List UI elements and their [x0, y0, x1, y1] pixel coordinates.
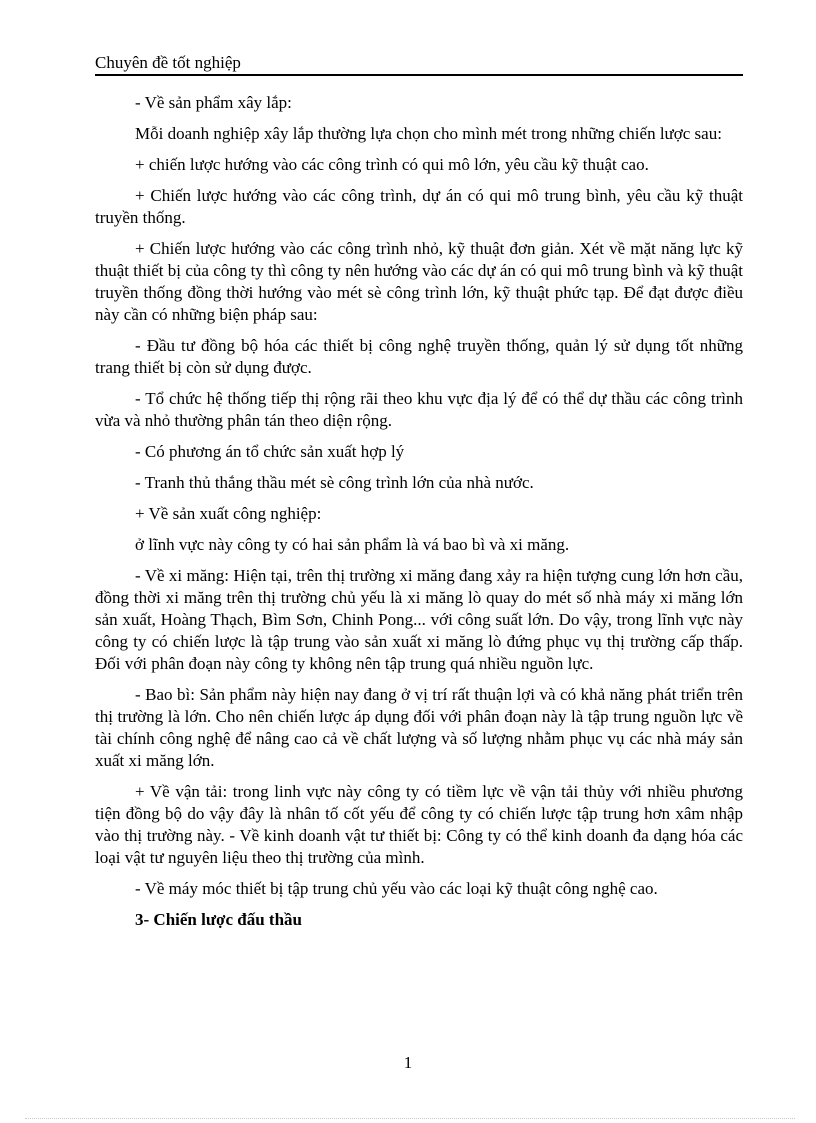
paragraph-7: - Tổ chức hệ thống tiếp thị rộng rãi theo khu vực địa lý để có thể dự thầu các công trình vừa và nhỏ thường phân tán theo diện rộng. — [95, 389, 743, 430]
paragraph-14: + Về vận tải: trong linh vực này công ty có tiềm lực về vận tải thủy với nhiều phương tiện đồng bộ do vậy đây là nhân tố cốt yếu để công ty có chiến lược tập trung hơn xâm nhập vào thị trường này. - Về kinh doanh vật tư thiết bị: Công ty có thể kinh doanh đa dạng hóa các loại vật tư nguyên liệu theo thị trường của mình. — [95, 782, 743, 867]
paragraph-15: - Về máy móc thiết bị tập trung chủ yếu vào các loại kỹ thuật công nghệ cao. — [135, 879, 658, 898]
paragraph-12: - Về xi măng: Hiện tại, trên thị trường xi măng đang xảy ra hiện tượng cung lớn hơn cầu, đồng thời xi măng trên thị trường chủ yếu là xi măng lò quay do mét số nhà máy xi măng lớn sản xuất, Hoàng Thạch, Bìm Sơn, Chinh Pong... với công suất lớn. Do vậy, trong lĩnh vực này công ty có chiến lược là tập trung vào sản xuất xi măng lò đứng phục vụ thị trường cấp thấp. Đối với phân đoạn này công ty không nên tập trung quá nhiều nguồn lực. — [95, 566, 743, 673]
paragraph-13: - Bao bì: Sản phẩm này hiện nay đang ở vị trí rất thuận lợi và có khả năng phát triển trên thị trường là lớn. Cho nên chiến lược áp dụng đối với phân đoạn này là tập trung nguồn lực về tài chính công nghệ để nâng cao cả về chất lượng và số lượng nhằm phục vụ các nhà máy sản xuất xi măng lớn. — [95, 685, 743, 770]
page-number: 1 — [403, 1053, 413, 1072]
paragraph-10: + Về sản xuất công nghiệp: — [135, 504, 322, 523]
header-rule — [95, 74, 743, 76]
section-heading: 3- Chiến lược đấu thầu — [135, 910, 302, 929]
paragraph-9: - Tranh thủ thắng thầu mét sè công trình lớn của nhà nước. — [135, 473, 534, 492]
paragraph-3: + chiến lược hướng vào các công trình có qui mô lớn, yêu cầu kỹ thuật cao. — [135, 155, 649, 174]
footer-dotted-rule — [25, 1118, 795, 1119]
paragraph-2: Mỗi doanh nghiệp xây lắp thường lựa chọn cho mình mét trong những chiến lược sau: — [135, 124, 722, 143]
paragraph-6: - Đầu tư đồng bộ hóa các thiết bị công nghệ truyền thống, quản lý sử dụng tốt những trang thiết bị còn sử dụng được. — [95, 336, 743, 377]
running-header: Chuyên đề tốt nghiệp — [95, 53, 241, 72]
paragraph-4: + Chiến lược hướng vào các công trình, dự án có qui mô trung bình, yêu cầu kỹ thuật truyền thống. — [95, 186, 743, 227]
paragraph-1: - Về sản phẩm xây lắp: — [135, 93, 292, 112]
paragraph-11: ở lĩnh vực này công ty có hai sản phẩm là vá bao bì và xi măng. — [135, 535, 570, 554]
document-body — [95, 92, 743, 940]
paragraph-5: + Chiến lược hướng vào các công trình nhỏ, kỹ thuật đơn giản. Xét về mặt năng lực kỹ thuật thiết bị của công ty thì công ty nên hướng vào các dự án có qui mô trung bình và kỹ thuật truyền thống đồng thời hướng vào mét sè công trình lớn, kỹ thuật phức tạp. Để đạt được điều này cần có những biện pháp sau: — [95, 239, 743, 324]
paragraph-8: - Có phương án tổ chức sản xuất hợp lý — [135, 442, 405, 461]
